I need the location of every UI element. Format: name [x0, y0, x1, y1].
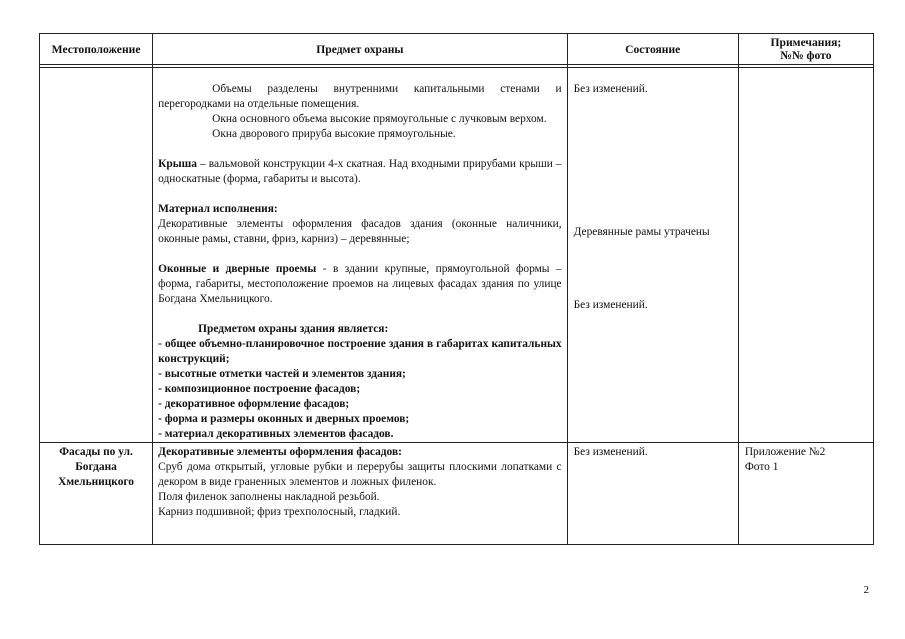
- subject-paragraph: Карниз подшивной; фриз трехполосный, гладкий.: [158, 506, 401, 518]
- notes-line: Приложение №2: [744, 446, 826, 458]
- header-notes-line1: Примечания;: [770, 36, 842, 49]
- header-notes: [738, 34, 873, 65]
- subject-paragraph: Окна дворового прируба высокие прямоугольные.: [212, 128, 456, 140]
- location-text: Фасады по ул. Богдана Хмельницкого: [58, 446, 134, 488]
- roof-label: Крыша: [158, 158, 197, 170]
- subject-cell: [153, 443, 567, 545]
- state-text: Без изменений.: [573, 83, 648, 95]
- table-header-row: [40, 34, 874, 65]
- table-row: [40, 68, 874, 443]
- subject-paragraph: Поля филенок заполнены накладной резьбой.: [158, 491, 380, 503]
- subject-cell: [153, 68, 567, 443]
- summary-item: - композиционное построение фасадов;: [158, 383, 361, 395]
- summary-item: - материал декоративных элементов фасадов.: [158, 428, 394, 440]
- notes-cell-empty: [738, 68, 873, 443]
- roof-paragraph: [158, 157, 561, 187]
- state-text: Деревянные рамы утрачены: [573, 226, 710, 238]
- subject-paragraph: Сруб дома открытый, угловые рубки и перерубы защиты плоскими лопатками с декором в виде граненных элементов и ложных филенок.: [158, 461, 562, 488]
- table-row: [40, 443, 874, 545]
- subject-paragraph: Окна основного объема высокие прямоугольные с лучковым верхом.: [212, 113, 547, 125]
- subject-title: Декоративные элементы оформления фасадов:: [158, 446, 402, 458]
- notes-line: Фото 1: [744, 461, 779, 473]
- protection-table: [39, 33, 874, 545]
- summary-item: - форма и размеры оконных и дверных проемов;: [158, 413, 410, 425]
- openings-paragraph: [158, 262, 561, 307]
- notes-cell: [738, 443, 873, 545]
- page-number: 2: [863, 584, 869, 596]
- header-state: Состояние: [567, 34, 738, 65]
- openings-text: - в здании крупные, прямоугольной формы – форма, габариты, местоположение проемов на лицевых фасадах здания по улице Богдана Хмельницкого.: [158, 263, 562, 305]
- state-text: Без изменений.: [573, 446, 648, 458]
- header-subject: Предмет охраны: [153, 34, 567, 65]
- location-cell-empty: [40, 68, 153, 443]
- summary-title: Предметом охраны здания является:: [198, 323, 389, 335]
- summary-item: - общее объемно-планировочное построение здания в габаритах капитальных конструкций;: [158, 338, 562, 365]
- state-text: Без изменений.: [573, 299, 648, 311]
- subject-paragraph: Объемы разделены внутренними капитальными стенами и перегородками на отдельные помещения.: [158, 83, 562, 110]
- state-cell: [567, 68, 738, 443]
- openings-label: Оконные и дверные проемы: [158, 263, 317, 275]
- summary-item: - декоративное оформление фасадов;: [158, 398, 350, 410]
- material-text: Декоративные элементы оформления фасадов здания (оконные наличники, оконные рамы, ставни, фриз, карниз) – деревянные;: [158, 218, 562, 245]
- summary-item: - высотные отметки частей и элементов здания;: [158, 368, 406, 380]
- header-location: Местоположение: [40, 34, 153, 65]
- material-label: Материал исполнения:: [158, 203, 278, 215]
- roof-text: – вальмовой конструкции 4-х скатная. Над входными прирубами крыши – односкатные (форма, габариты и высота).: [158, 158, 562, 185]
- header-notes-line2: №№ фото: [780, 49, 832, 62]
- state-cell: [567, 443, 738, 545]
- location-cell: [40, 443, 153, 545]
